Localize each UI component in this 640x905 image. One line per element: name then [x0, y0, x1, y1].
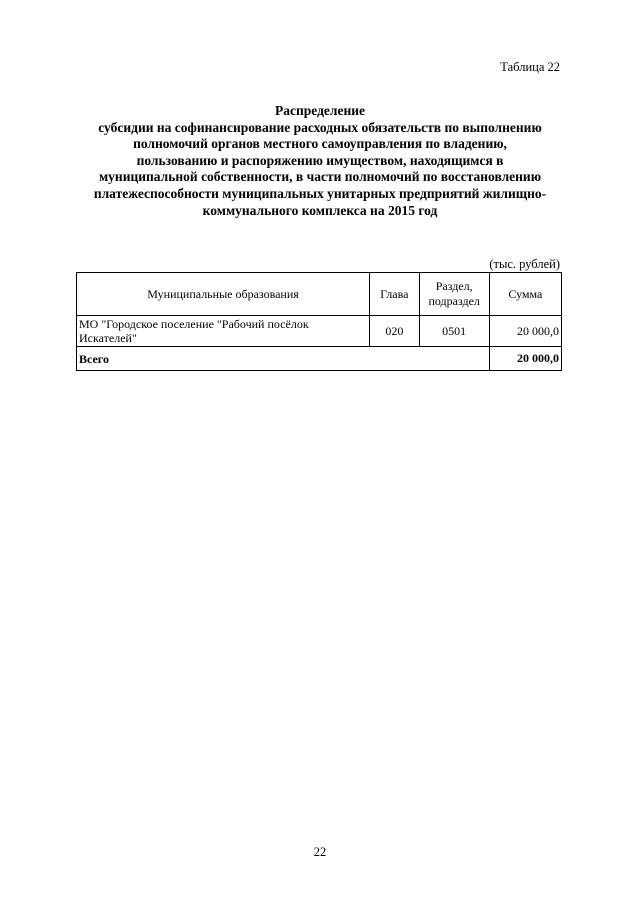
- header-sum: Сумма: [489, 273, 561, 316]
- heading-line-4: пользованию и распоряжению имуществом, находящимся в: [136, 152, 504, 168]
- total-label: Всего: [77, 347, 490, 371]
- cell-municipality: МО "Городское поселение "Рабочий посёлок Искателей": [77, 316, 370, 347]
- table-row: [77, 316, 562, 347]
- cell-chapter: 020: [370, 316, 420, 347]
- distribution-table: [76, 272, 562, 371]
- heading-line-3: полномочий органов местного самоуправления по владению,: [133, 136, 507, 152]
- heading-line-5: муниципальной собственности, в части полномочий по восстановлению: [98, 169, 542, 185]
- header-section: Раздел, подраздел: [419, 273, 489, 316]
- total-row: [77, 347, 562, 371]
- cell-section: 0501: [419, 316, 489, 347]
- table-label: Таблица 22: [500, 60, 560, 74]
- heading-line-1: Распределение: [274, 103, 366, 118]
- table-header-row: [77, 273, 562, 316]
- header-municipalities: Муниципальные образования: [77, 273, 370, 316]
- document-heading: [60, 103, 580, 219]
- units-note: (тыс. рублей): [489, 257, 560, 271]
- page-number: 22: [313, 845, 327, 859]
- cell-sum: 20 000,0: [489, 316, 561, 347]
- total-sum: 20 000,0: [489, 347, 561, 371]
- header-chapter: Глава: [370, 273, 420, 316]
- heading-line-7: коммунального комплекса на 2015 год: [202, 202, 438, 218]
- heading-line-2: субсидии на софинансирование расходных обязательств по выполнению: [98, 119, 542, 135]
- heading-line-6: платежеспособности муниципальных унитарных предприятий жилищно-: [93, 185, 547, 201]
